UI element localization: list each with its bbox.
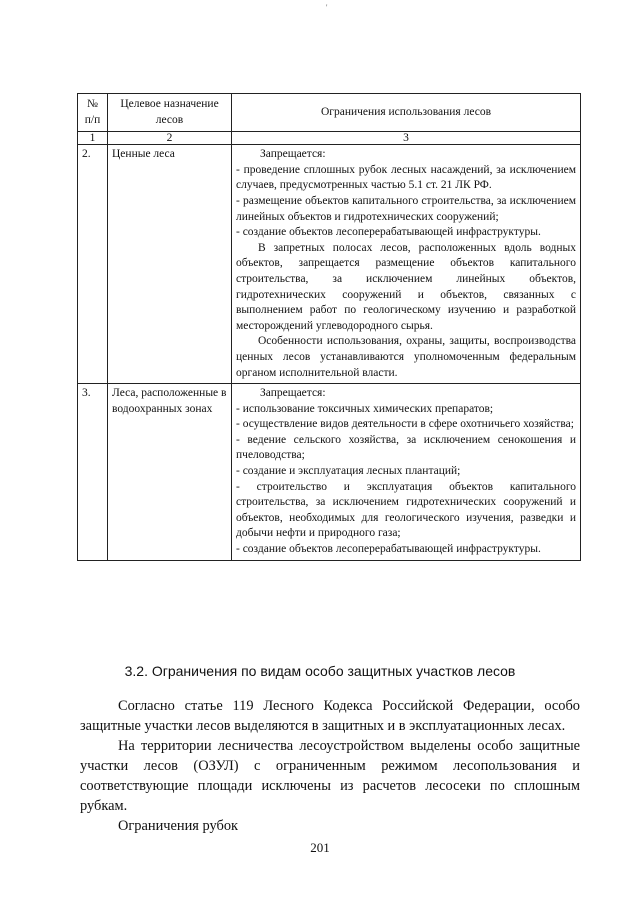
section-heading: 3.2. Ограничения по видам особо защитных участков лесов: [124, 663, 516, 679]
restriction-paragraph: Особенности использования, охраны, защиты, воспроизводства ценных лесов устанавливаются уполномоченным федеральным органом исполнительной власти.: [236, 335, 576, 379]
row-restrictions: [232, 384, 581, 561]
column-numbers-row: [78, 132, 581, 145]
scan-mark: ': [326, 3, 328, 12]
restriction-intro: Запрещается:: [260, 387, 326, 400]
restriction-item: - использование токсичных химических препаратов;: [236, 402, 494, 415]
restriction-item: - размещение объектов капитального строительства, за исключением линейных объектов и гидротехнических сооружений;: [236, 194, 576, 223]
body-paragraph: На территории лесничества лесоустройством выделены особо защитные участки лесов (ОЗУЛ) с ограниченным режимом лесопользования и соответствующие площади исключены из расчетов лесосеки по сплошным рубкам.: [80, 738, 580, 814]
row-purpose: Ценные леса: [108, 145, 232, 384]
col-number: 2: [108, 132, 232, 145]
row-purpose: Леса, расположенные в водоохранных зонах: [108, 384, 232, 561]
header-purpose: Целевое назначение лесов: [108, 94, 232, 132]
restriction-intro: Запрещается:: [260, 148, 326, 161]
row-num: 3.: [78, 384, 108, 561]
row-num: 2.: [78, 145, 108, 384]
restriction-item: - создание и эксплуатация лесных плантаций;: [236, 465, 461, 478]
restriction-item: - проведение сплошных рубок лесных насаждений, за исключением случаев, предусмотренных частью 5.1 ст. 21 ЛК РФ.: [236, 163, 576, 192]
body-paragraph: Ограничения рубок: [118, 818, 239, 834]
body-text: [80, 696, 580, 836]
col-number: 1: [78, 132, 108, 145]
col-number: 3: [232, 132, 581, 145]
table-row: [78, 384, 581, 561]
restriction-item: - ведение сельского хозяйства, за исключением сенокошения и пчеловодства;: [236, 433, 576, 462]
table-row: [78, 145, 581, 384]
restriction-item: - строительство и эксплуатация объектов капитального строительства, за исключением гидротехнических сооружений и объектов, необходимых для геологического изучения, разведки и добычи нефти и природного газа;: [236, 480, 576, 540]
row-restrictions: [232, 145, 581, 384]
header-restrictions: Ограничения использования лесов: [232, 94, 581, 132]
restrictions-table: [77, 93, 581, 561]
header-num: № п/п: [78, 94, 108, 132]
body-paragraph: Согласно статье 119 Лесного Кодекса Российской Федерации, особо защитные участки лесов выделяются в защитных и в эксплуатационных лесах.: [80, 698, 580, 734]
restriction-item: - создание объектов лесоперерабатывающей инфраструктуры.: [236, 543, 541, 556]
restriction-item: - осуществление видов деятельности в сфере охотничьего хозяйства;: [236, 418, 574, 431]
page-number: 201: [310, 840, 330, 855]
table-header-row: [78, 94, 581, 132]
restriction-paragraph: В запретных полосах лесов, расположенных вдоль водных объектов, запрещается размещение объектов капитального строительства, за исключением линейных объектов, гидротехнических сооружений и объектов, связанных с выполнением работ по геологическому изучению и разработкой месторождений углеводородного сырья.: [236, 241, 576, 332]
restriction-item: - создание объектов лесоперерабатывающей инфраструктуры.: [236, 226, 541, 239]
